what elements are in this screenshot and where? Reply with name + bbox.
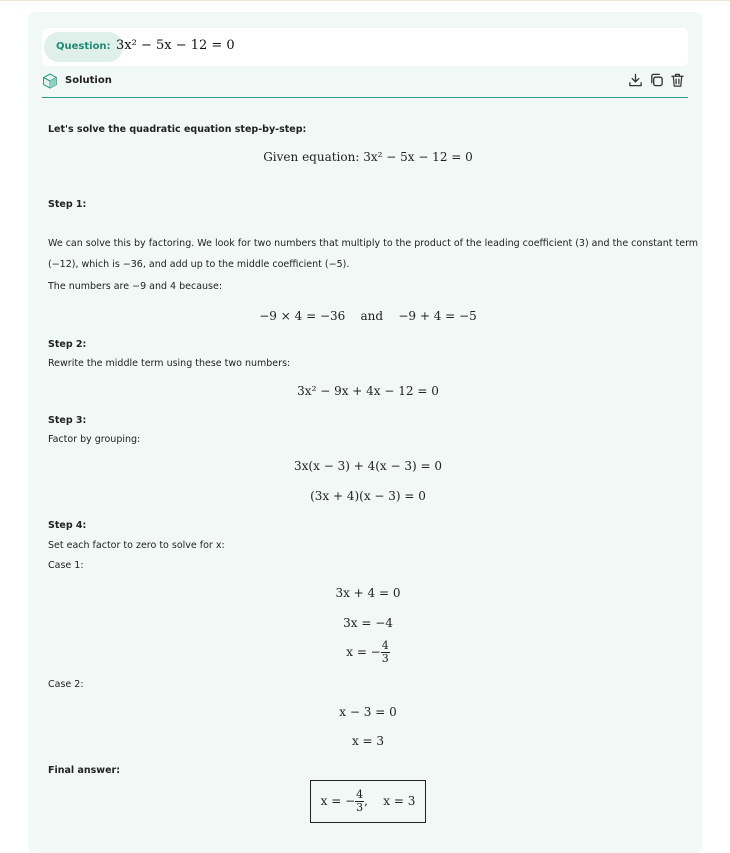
step2-equation: 3x² − 9x + 4x − 12 = 0 <box>297 384 439 398</box>
step2-text: Rewrite the middle term using these two numbers: <box>48 358 291 369</box>
top-border <box>0 0 730 4</box>
question-badge: Question: <box>44 32 123 62</box>
case2-equation-1: x − 3 = 0 <box>339 705 397 719</box>
step1-text-3: The numbers are −9 and 4 because: <box>48 281 223 292</box>
step3-text: Factor by grouping: <box>48 434 141 445</box>
step1-text-1: We can solve this by factoring. We look for two numbers that multiply to the product of the leading coefficient (3) and the constant term <box>48 238 699 249</box>
final-answer-box <box>310 780 427 823</box>
cube-icon <box>42 73 58 89</box>
final-numerator: 4 <box>356 788 364 801</box>
final-rhs: , x = 3 <box>364 794 416 808</box>
question-text: 3x² − 5x − 12 = 0 <box>116 38 235 53</box>
step3-equation-1: 3x(x − 3) + 4(x − 3) = 0 <box>294 459 442 473</box>
given-equation: Given equation: 3x² − 5x − 12 = 0 <box>263 150 473 164</box>
final-fraction <box>355 789 364 814</box>
case1-fraction <box>381 640 390 665</box>
solution-label: Solution <box>65 75 112 86</box>
case1-equation-1: 3x + 4 = 0 <box>335 586 401 600</box>
case1-equation-2: 3x = −4 <box>343 616 393 630</box>
case2-equation-2: x = 3 <box>351 734 385 748</box>
step2-title: Step 2: <box>48 339 87 350</box>
solution-header <box>42 72 688 98</box>
step1-title: Step 1: <box>48 199 87 210</box>
download-icon[interactable] <box>628 72 643 88</box>
case1-label: Case 1: <box>48 560 84 571</box>
solution-toolbar <box>628 72 686 90</box>
answer-panel <box>28 12 702 853</box>
case1-numerator: 4 <box>381 639 389 652</box>
step4-text: Set each factor to zero to solve for x: <box>48 540 225 551</box>
step1-equation: −9 × 4 = −36 and −9 + 4 = −5 <box>259 309 477 323</box>
case1-lhs: x = − <box>346 645 381 659</box>
final-title: Final answer: <box>48 765 121 776</box>
case2-label: Case 2: <box>48 679 84 690</box>
final-denominator: 3 <box>356 801 364 814</box>
final-lhs: x = − <box>320 794 356 808</box>
question-bar <box>42 28 688 66</box>
copy-icon[interactable] <box>649 72 664 88</box>
step3-equation-2: (3x + 4)(x − 3) = 0 <box>310 489 426 503</box>
case1-denominator: 3 <box>381 652 389 665</box>
final-answer <box>48 780 688 823</box>
case1-equation-3 <box>48 640 688 665</box>
step1-text-2: (−12), which is −36, and add up to the middle coefficient (−5). <box>48 259 350 270</box>
trash-icon[interactable] <box>670 72 685 88</box>
step3-title: Step 3: <box>48 415 87 426</box>
intro-text: Let's solve the quadratic equation step-by-step: <box>48 124 307 135</box>
step4-title: Step 4: <box>48 520 87 531</box>
